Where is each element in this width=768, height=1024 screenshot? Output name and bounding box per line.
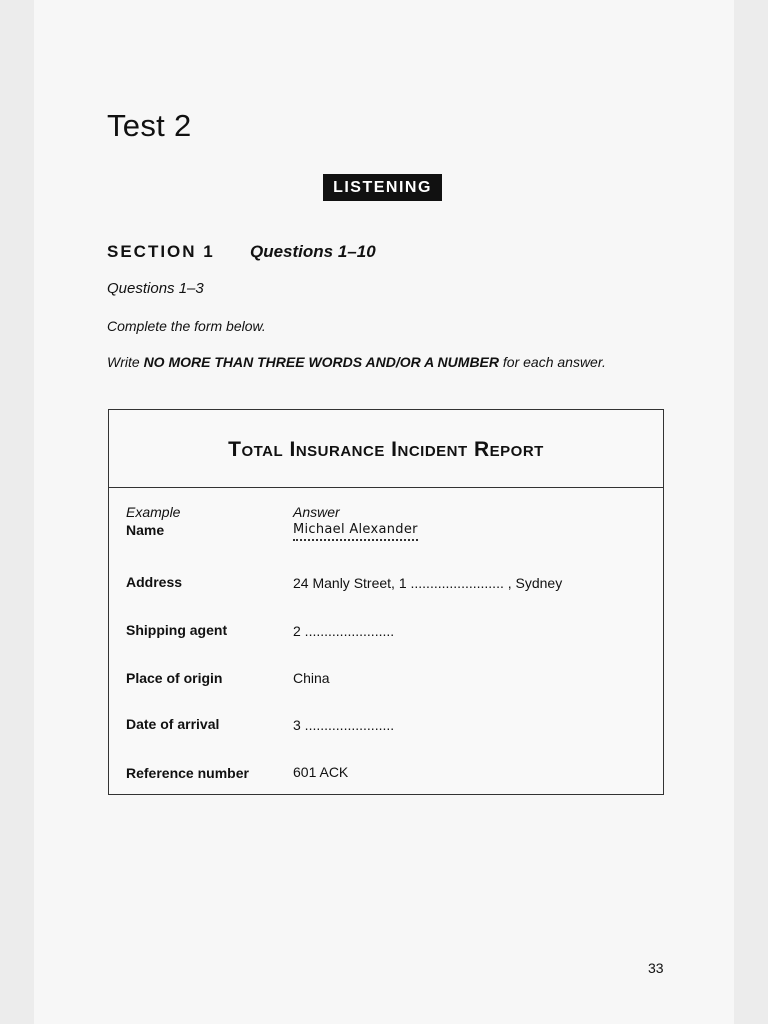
- name-label: Name: [126, 522, 165, 538]
- date-of-arrival-label: Date of arrival: [126, 716, 220, 732]
- address-value: 24 Manly Street, 1 ........................ , Sydney: [293, 575, 563, 591]
- instruction-prefix: Write: [107, 354, 144, 370]
- form-header: [109, 410, 663, 488]
- reference-number-label: Reference number: [126, 765, 249, 781]
- place-of-origin-value: China: [293, 670, 330, 686]
- form-title: Total Insurance Incident Report: [228, 438, 544, 461]
- section-questions: Questions 1–10: [250, 242, 376, 261]
- answer-label: Answer: [293, 504, 340, 520]
- example-label: Example: [126, 504, 181, 520]
- reference-number-value: 601 ACK: [293, 764, 349, 780]
- page-number: 33: [648, 960, 664, 976]
- date-of-arrival-value: 3 .......................: [293, 717, 395, 733]
- place-of-origin-label: Place of origin: [126, 670, 223, 686]
- name-value: Michael Alexander: [293, 522, 418, 541]
- test-title: Test 2: [107, 108, 192, 143]
- instruction-suffix: for each answer.: [499, 354, 606, 370]
- shipping-agent-value: 2 .......................: [293, 623, 395, 639]
- word-limit-instruction: [107, 354, 606, 370]
- shipping-agent-label: Shipping agent: [126, 622, 228, 638]
- address-label: Address: [126, 574, 183, 590]
- instruction: Complete the form below.: [107, 318, 266, 334]
- incident-report-form: [108, 409, 664, 795]
- listening-badge: LISTENING: [323, 174, 442, 201]
- section-label: SECTION 1: [107, 242, 215, 261]
- subsection-questions: Questions 1–3: [107, 280, 204, 297]
- instruction-bold: NO MORE THAN THREE WORDS AND/OR A NUMBER: [143, 354, 499, 370]
